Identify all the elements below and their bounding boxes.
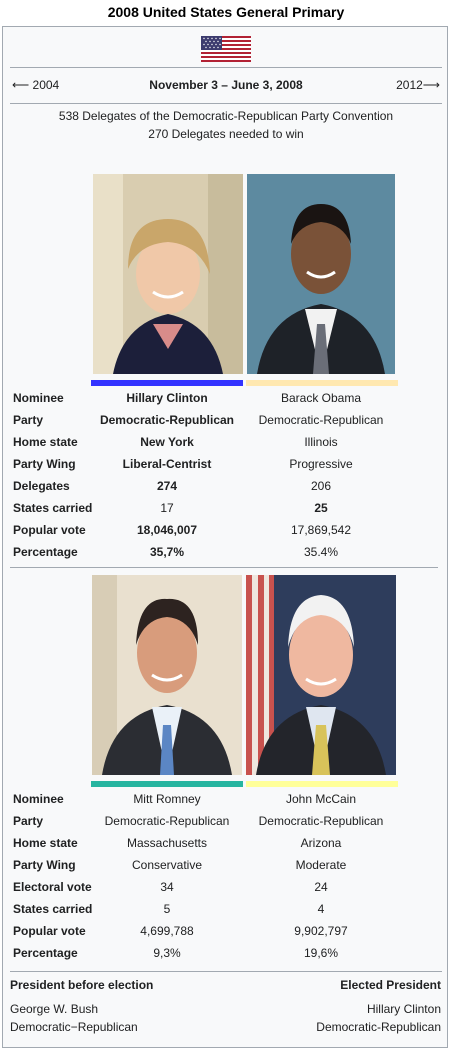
row-label: States carried bbox=[13, 902, 93, 916]
infobox-title: 2008 United States General Primary bbox=[107, 4, 345, 20]
successor-name[interactable]: Hillary Clinton bbox=[366, 1002, 441, 1016]
candidate-home-state[interactable]: New York bbox=[140, 435, 194, 449]
candidate-portrait bbox=[93, 174, 243, 374]
election-dates: November 3 – June 3, 2008 bbox=[149, 78, 303, 92]
candidate-electoral-vote: 24 bbox=[314, 880, 328, 894]
row-label: Percentage bbox=[13, 545, 78, 559]
divider bbox=[10, 567, 438, 568]
row-label: Nominee bbox=[13, 391, 64, 405]
candidate-popular-vote: 17,869,542 bbox=[290, 523, 352, 537]
candidate-states-carried: 4 bbox=[317, 902, 325, 916]
next-election-link[interactable]: 2012⟶ bbox=[396, 78, 440, 92]
row-label: Party bbox=[13, 814, 44, 828]
predecessor-heading: President before election bbox=[10, 978, 154, 992]
candidate-wing: Progressive bbox=[289, 457, 353, 471]
delegates-needed: 270 Delegates needed to win bbox=[148, 127, 304, 141]
row-label: Electoral vote bbox=[13, 880, 92, 894]
candidate-wing: Moderate bbox=[295, 858, 347, 872]
candidate-name[interactable]: Barack Obama bbox=[280, 391, 362, 405]
candidate-color-bar bbox=[91, 380, 243, 386]
candidate-home-state[interactable]: Illinois bbox=[304, 435, 338, 449]
candidate-delegates: 274 bbox=[156, 479, 178, 493]
successor-heading: Elected President bbox=[340, 978, 441, 992]
row-label: Party Wing bbox=[13, 457, 76, 471]
candidate-color-bar bbox=[246, 380, 398, 386]
candidate-percentage: 19,6% bbox=[303, 946, 339, 960]
candidate-color-bar bbox=[246, 781, 398, 787]
candidate-states-carried: 25 bbox=[314, 501, 328, 515]
candidate-states-carried: 17 bbox=[160, 501, 174, 515]
candidate-home-state[interactable]: Massachusetts bbox=[126, 836, 208, 850]
row-label: Party Wing bbox=[13, 858, 76, 872]
row-label: Popular vote bbox=[13, 924, 86, 938]
divider bbox=[10, 67, 442, 68]
row-label: Percentage bbox=[13, 946, 78, 960]
candidate-name[interactable]: Mitt Romney bbox=[133, 792, 201, 806]
candidate-percentage: 35.4% bbox=[303, 545, 339, 559]
candidate-home-state[interactable]: Arizona bbox=[300, 836, 342, 850]
candidate-popular-vote: 4,699,788 bbox=[140, 924, 194, 938]
candidate-wing: Liberal-Centrist bbox=[122, 457, 212, 471]
predecessor-party[interactable]: Democratic−Republican bbox=[10, 1020, 138, 1034]
candidate-popular-vote: 18,046,007 bbox=[136, 523, 198, 537]
candidate-popular-vote: 9,902,797 bbox=[294, 924, 348, 938]
candidate-states-carried: 5 bbox=[163, 902, 171, 916]
predecessor-name[interactable]: George W. Bush bbox=[10, 1002, 99, 1016]
divider bbox=[10, 971, 442, 972]
candidate-name[interactable]: John McCain bbox=[285, 792, 357, 806]
candidate-party[interactable]: Democratic-Republican bbox=[258, 413, 384, 427]
row-label: Nominee bbox=[13, 792, 64, 806]
candidate-portrait bbox=[247, 174, 395, 374]
candidate-wing: Conservative bbox=[131, 858, 203, 872]
us-flag-icon bbox=[201, 36, 251, 62]
successor-party[interactable]: Democratic-Republican bbox=[316, 1020, 441, 1034]
candidate-party[interactable]: Democratic-Republican bbox=[258, 814, 384, 828]
candidate-electoral-vote: 34 bbox=[160, 880, 174, 894]
candidate-portrait bbox=[92, 575, 242, 775]
row-label: Popular vote bbox=[13, 523, 86, 537]
row-label: Delegates bbox=[13, 479, 70, 493]
divider bbox=[10, 103, 442, 104]
row-label: Home state bbox=[13, 435, 78, 449]
candidate-percentage: 35,7% bbox=[149, 545, 185, 559]
candidate-name[interactable]: Hillary Clinton bbox=[126, 391, 208, 405]
row-label: Party bbox=[13, 413, 44, 427]
candidate-portrait bbox=[246, 575, 396, 775]
candidate-party[interactable]: Democratic-Republican bbox=[104, 814, 230, 828]
row-label: States carried bbox=[13, 501, 93, 515]
delegates-total: 538 Delegates of the Democratic-Republican Party Convention bbox=[58, 109, 394, 123]
previous-election-link[interactable]: ⟵ 2004 bbox=[12, 78, 60, 92]
row-label: Home state bbox=[13, 836, 78, 850]
candidate-delegates: 206 bbox=[310, 479, 332, 493]
candidate-color-bar bbox=[91, 781, 243, 787]
candidate-percentage: 9,3% bbox=[153, 946, 181, 960]
candidate-party[interactable]: Democratic-Republican bbox=[99, 413, 235, 427]
